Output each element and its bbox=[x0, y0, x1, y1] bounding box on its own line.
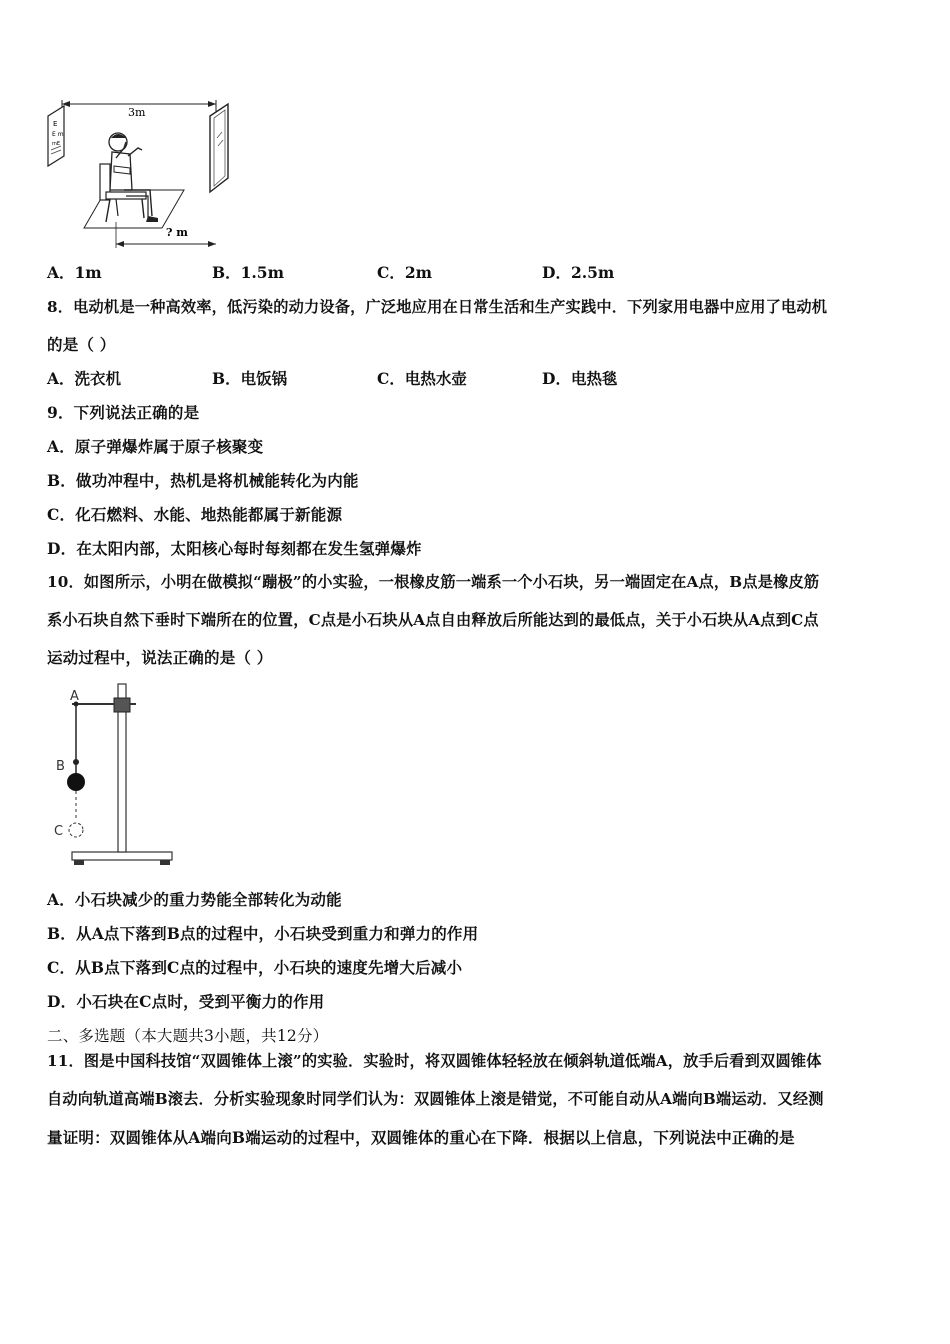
q9-stem: 9．下列说法正确的是 bbox=[47, 403, 200, 422]
q7-option-a[interactable]: A．1m bbox=[47, 263, 102, 282]
q8-option-a[interactable]: A．洗衣机 bbox=[47, 369, 122, 388]
figure-label-3m: 3m bbox=[128, 106, 146, 119]
q10-option-c[interactable]: C．从B点下落到C点的过程中，小石块的速度先增大后减小 bbox=[47, 958, 463, 977]
q8-stem-line2: 的是（ ） bbox=[47, 335, 116, 354]
svg-text:E: E bbox=[53, 120, 58, 128]
q7-option-b[interactable]: B．1.5m bbox=[212, 263, 284, 282]
q10-option-d[interactable]: D．小石块在C点时，受到平衡力的作用 bbox=[47, 992, 325, 1011]
label-c: C bbox=[54, 824, 64, 839]
section-heading-multi-choice: 二、多选题（本大题共3小题，共12分） bbox=[47, 1027, 329, 1045]
svg-text:E m: E m bbox=[52, 131, 64, 138]
label-b: B bbox=[56, 759, 65, 774]
q8-option-d[interactable]: D．电热毯 bbox=[542, 369, 618, 388]
q7-option-d[interactable]: D．2.5m bbox=[542, 263, 615, 282]
q9-option-d[interactable]: D．在太阳内部，太阳核心每时每刻都在发生氢弹爆炸 bbox=[47, 539, 422, 558]
q10-stem-line1: 10．如图所示，小明在做模拟“蹦极”的小实验，一根橡皮筋一端系一个小石块，另一端固定在A点，B点是橡皮筋 bbox=[47, 573, 820, 591]
svg-text:mE: mE bbox=[52, 141, 61, 147]
label-a: A bbox=[70, 689, 79, 704]
q11-stem-line1: 11．图是中国科技馆“双圆锥体上滚”的实验．实验时，将双圆锥体轻轻放在倾斜轨道低端A，放手后看到双圆锥体 bbox=[47, 1052, 822, 1070]
bungee-stand-figure bbox=[48, 680, 178, 870]
q10-option-b[interactable]: B．从A点下落到B点的过程中，小石块受到重力和弹力的作用 bbox=[47, 924, 479, 943]
q9-option-a[interactable]: A．原子弹爆炸属于原子核聚变 bbox=[47, 437, 264, 456]
q10-option-a[interactable]: A．小石块减少的重力势能全部转化为动能 bbox=[47, 890, 342, 909]
q8-option-c[interactable]: C．电热水壶 bbox=[377, 369, 467, 388]
q8-stem-line1: 8．电动机是一种高效率，低污染的动力设备，广泛地应用在日常生活和生产实践中．下列家用电器中应用了电动机 bbox=[47, 298, 828, 316]
q9-option-b[interactable]: B．做功冲程中，热机是将机械能转化为内能 bbox=[47, 471, 359, 490]
q7-option-c[interactable]: C．2m bbox=[377, 263, 433, 282]
q11-stem-line2: 自动向轨道高端B滚去．分析实验现象时同学们认为：双圆锥体上滚是错觉，不可能自动从A端向B端运动．又经测 bbox=[47, 1090, 824, 1108]
q8-option-b[interactable]: B．电饭锅 bbox=[212, 369, 288, 388]
q10-stem-line2: 系小石块自然下垂时下端所在的位置，C点是小石块从A点自由释放后所能达到的最低点，关于小石块从A点到C点 bbox=[47, 611, 819, 629]
q9-option-c[interactable]: C．化石燃料、水能、地热能都属于新能源 bbox=[47, 505, 343, 524]
figure-label-question-m: ? m bbox=[166, 226, 188, 239]
q10-stem-line3: 运动过程中，说法正确的是（ ） bbox=[47, 648, 273, 667]
q11-stem-line3: 量证明：双圆锥体从A端向B端运动的过程中，双圆锥体的重心在下降．根据以上信息，下列说法中正确的是 bbox=[47, 1128, 795, 1147]
eye-test-figure bbox=[44, 98, 240, 248]
